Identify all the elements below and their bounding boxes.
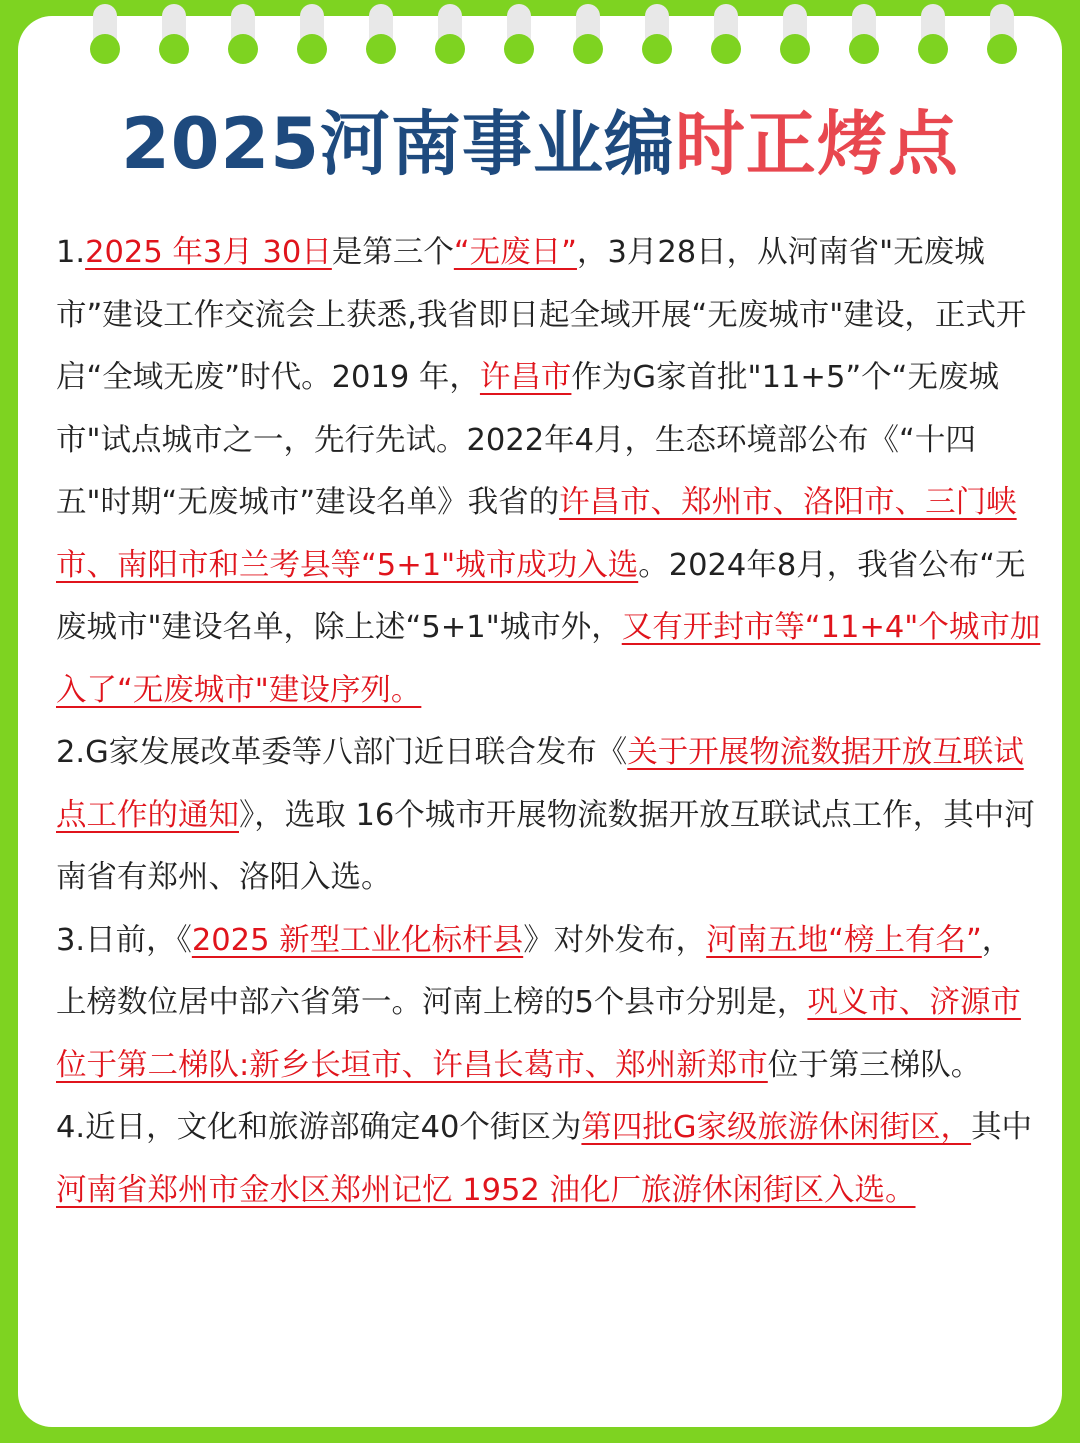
- news-item-4: [56, 1097, 1042, 1222]
- news-item-2: [56, 722, 1042, 910]
- highlighted-text: 2025 新型工业化标杆县: [191, 922, 524, 958]
- news-item-1: [56, 222, 1042, 722]
- highlighted-text: 许昌市: [479, 360, 572, 395]
- news-item-3: [56, 910, 1042, 1098]
- body-text: 3.日前，《: [56, 922, 192, 958]
- body-text: 》对外发布，: [523, 922, 707, 958]
- body-text: 是第三个: [331, 235, 454, 270]
- body-text: 作为G家首批"11+5”个“无废城市"试点城市之一，先行先试。2022年4月，生态环境部公布《“十四五"时期“无废城市”建设名单》我省的: [56, 360, 999, 520]
- body-text: 1.: [56, 235, 86, 270]
- article-body: [56, 222, 1042, 1222]
- body-text: 其中: [971, 1110, 1033, 1145]
- body-text: 2.G家发展改革委等八部门近日联合发布《: [56, 735, 628, 770]
- highlighted-text: 巩义市、济源市位于第二梯队:新乡长垣市、许昌长葛市、郑州新郑市: [56, 985, 1021, 1083]
- body-text: ，上榜数位居中部六省第一。河南上榜的5个县市分别是，: [56, 922, 1013, 1020]
- highlighted-text: 河南省郑州市金水区郑州记忆 1952 油化厂旅游休闲街区入选。: [56, 1172, 916, 1208]
- highlighted-text: “无废日”: [453, 235, 577, 270]
- highlighted-text: 关于开展物流数据开放互联试点工作的通知: [56, 735, 1024, 833]
- highlighted-text: 又有开封市等“11+4"个城市加入了“无废城市"建设序列。: [56, 610, 1041, 708]
- title-part-blue: 2025河南事业编: [121, 103, 675, 185]
- highlighted-text: 2025 年3月 30日: [85, 235, 332, 270]
- body-text: 4.近日，文化和旅游部确定40个街区为: [56, 1110, 582, 1145]
- highlighted-text: 河南五地“榜上有名”: [706, 922, 982, 958]
- highlighted-text: 许昌市、郑州市、洛阳市、三门峡市、南阳市和兰考县等“5+1"城市成功入选: [56, 485, 1017, 583]
- body-text: ，3月28日，从河南省"无废城市”建设工作交流会上获悉,我省即日起全域开展“无废城市"建设，正式开启“全域无废”时代。2019 年，: [56, 235, 1027, 395]
- page-title: [0, 92, 1080, 196]
- title-part-red: 时正烤点: [674, 103, 959, 185]
- highlighted-text: 第四批G家级旅游休闲街区，: [581, 1110, 972, 1145]
- body-text: 》，选取 16个城市开展物流数据开放互联试点工作，其中河南省有郑州、洛阳入选。: [56, 797, 1035, 895]
- body-text: 。2024年8月，我省公布“无废城市"建设名单，除上述“5+1"城市外，: [56, 547, 1026, 645]
- body-text: 位于第三梯队。: [767, 1047, 982, 1083]
